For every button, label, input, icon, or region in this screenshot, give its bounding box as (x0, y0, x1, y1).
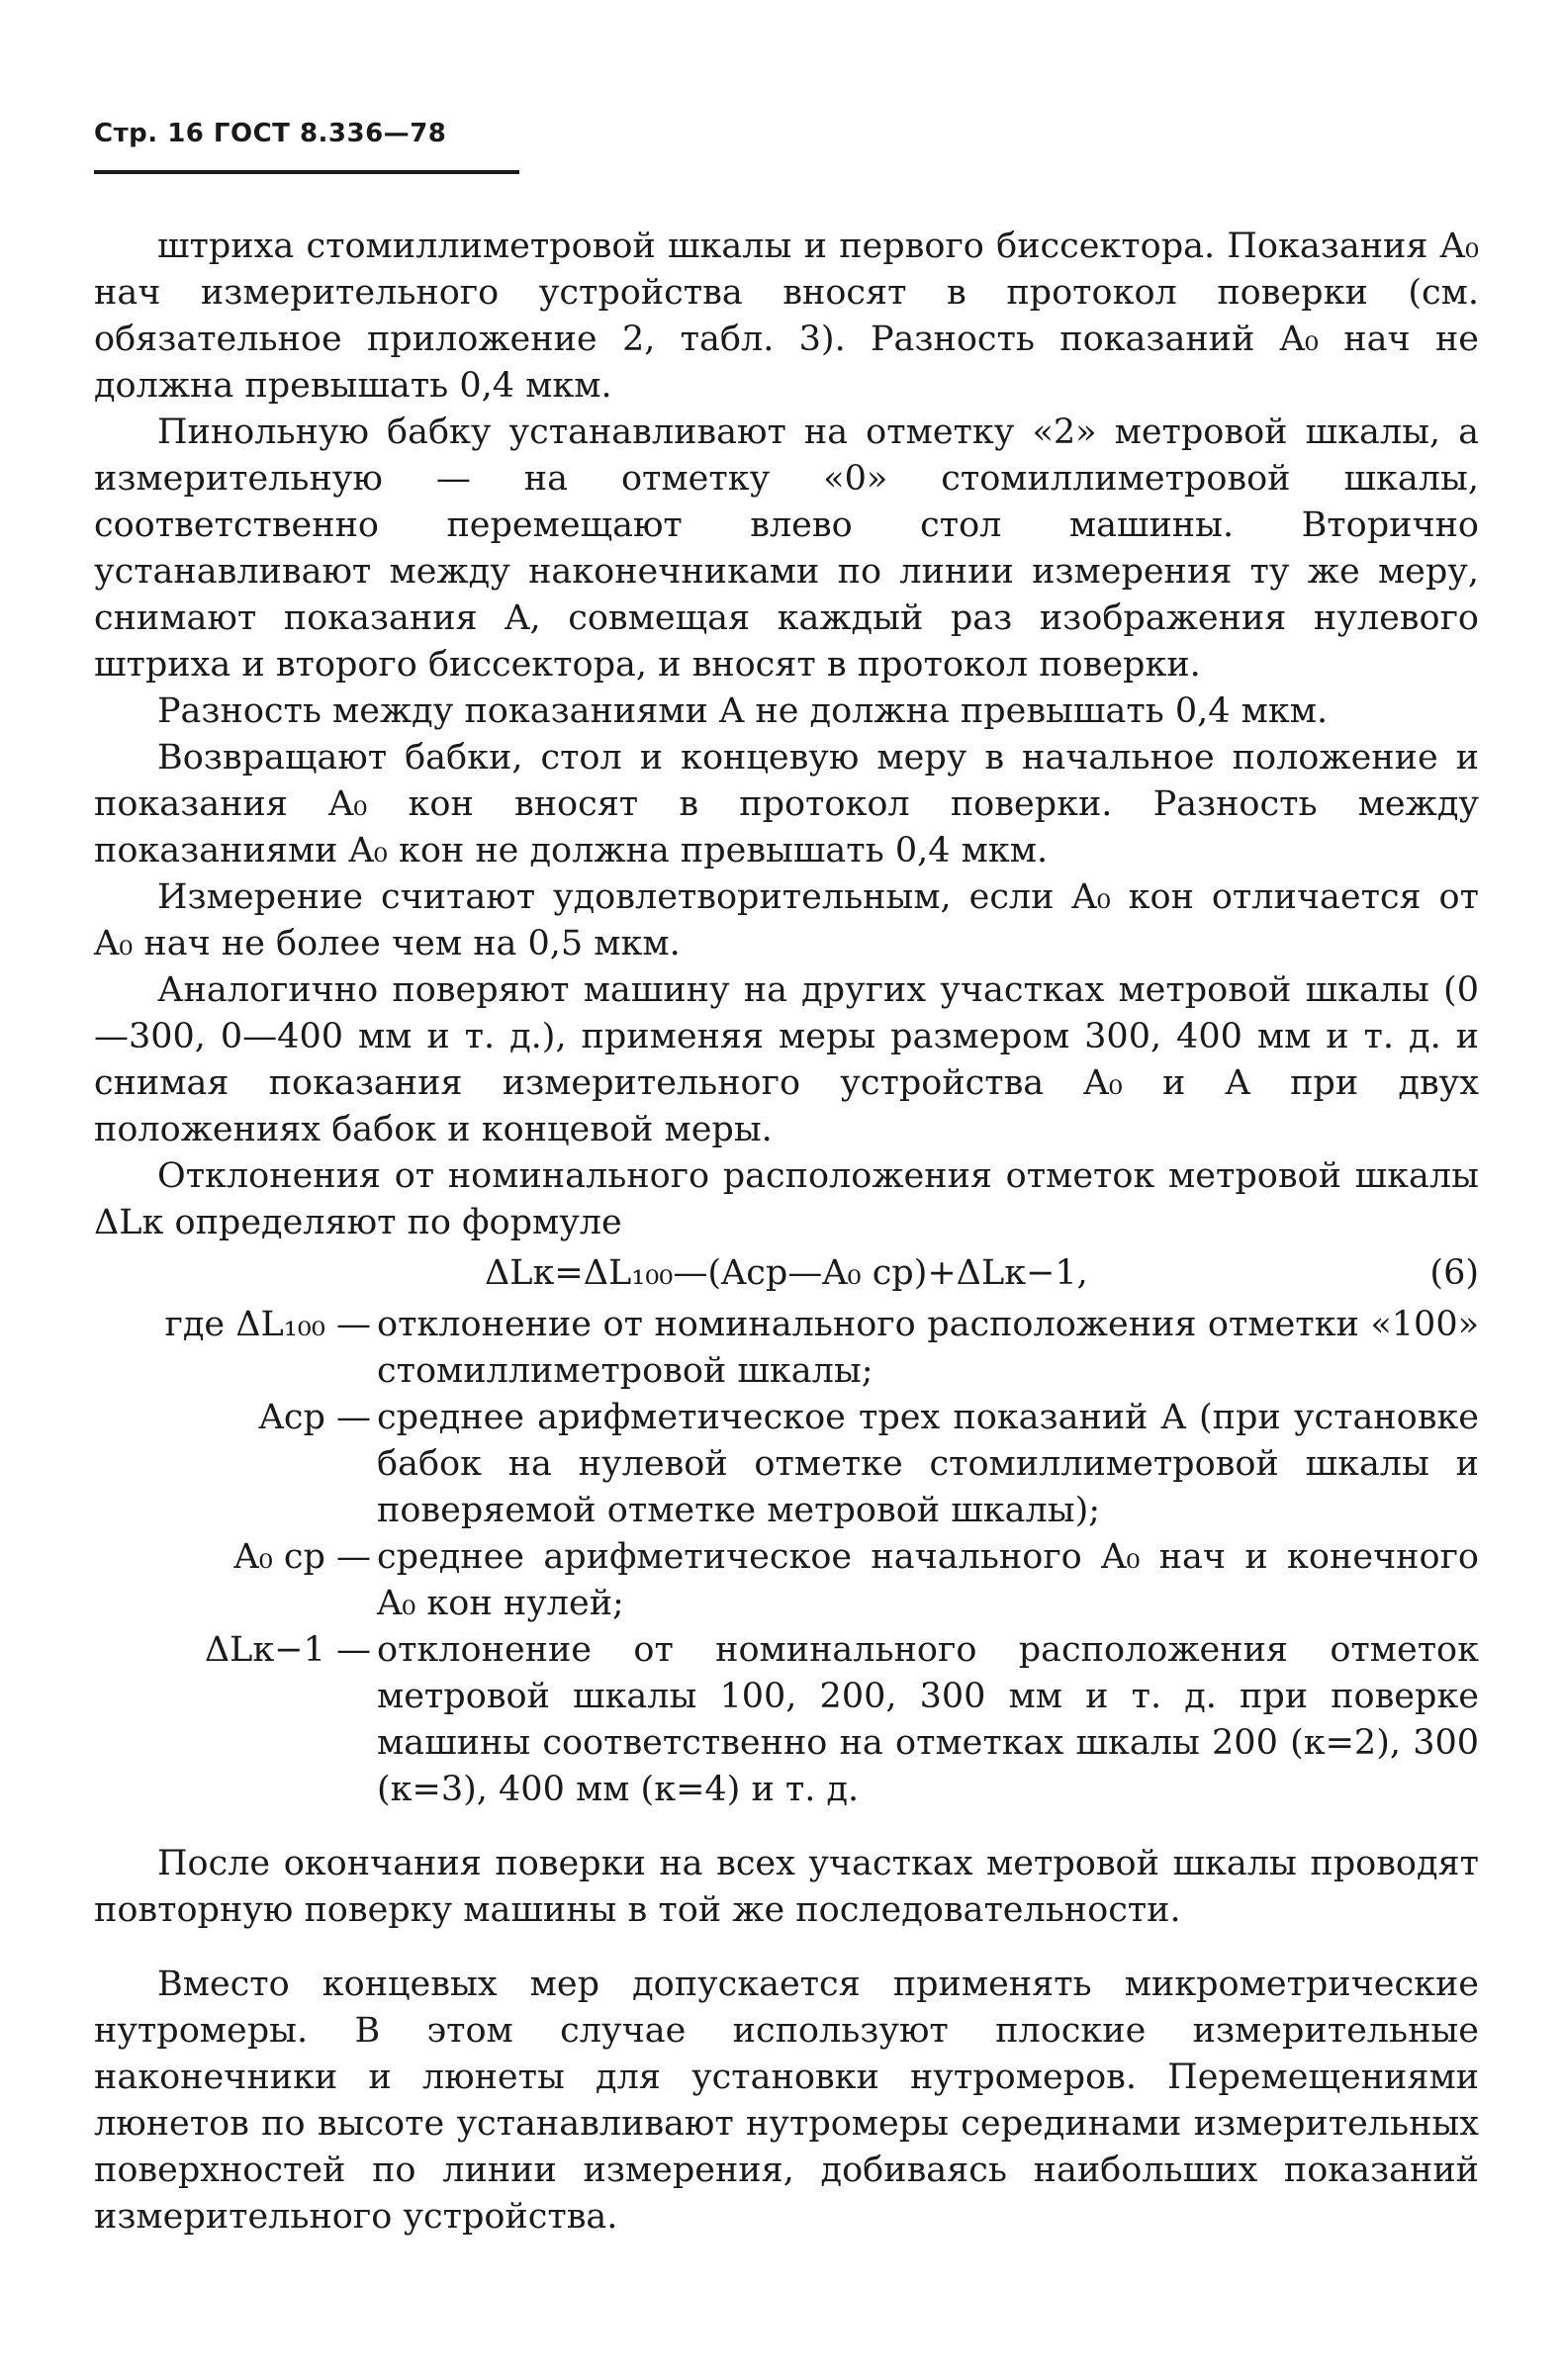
definition-desc: среднее арифметическое трех показаний A (при установке бабок на нулевой отметке стомиллиметровой шкалы и поверяемой отметке метровой шкалы); (377, 1398, 1479, 1530)
formula-number: (6) (1429, 1253, 1479, 1293)
definition-term: Aср — (258, 1398, 371, 1437)
definition-desc: отклонение от номинального расположения отметок метровой шкалы 100, 200, 300 мм и т. д. при поверке машины соответственно на отметках шкалы 200 (к=2), 300 (к=3), 400 мм (к=4) и т. д. (377, 1630, 1479, 1809)
paragraph-9: Вместо концевых мер допускается применять микрометрические нутромеры. В этом случае используют плоские измерительные наконечники и люнеты для установки нутромеров. Перемещениями люнетов по высоте устанавливают нутромеры серединами измерительных поверхностей по линии измерения, добиваясь наибольших показаний измерительного устройства. (94, 1965, 1479, 2237)
paragraph-1: штриха стомиллиметровой шкалы и первого биссектора. Показания A₀ нач измерительного устройства вносят в протокол поверки (см. обязательное приложение 2, табл. 3). Разность показаний A₀ нач не должна превышать 0,4 мкм. (94, 227, 1479, 406)
definition-row (94, 1302, 1479, 1395)
running-head: Стр. 16 ГОСТ 8.336—78 (94, 119, 519, 174)
definition-desc: отклонение от номинального расположения отметки «100» стомиллиметровой шкалы; (377, 1305, 1479, 1391)
paragraph-6: Аналогично поверяют машину на других участках метровой шкалы (0—300, 0—400 мм и т. д.), применяя меры размером 300, 400 мм и т. д. и снимая показания измерительного устройства A₀ и A при двух положениях бабок и концевой меры. (94, 970, 1479, 1149)
paragraph-3: Разность между показаниями A не должна превышать 0,4 мкм. (157, 691, 1329, 731)
formula-expression: ΔLк=ΔL₁₀₀—(Aср—A₀ ср)+ΔLк−1, (485, 1253, 1088, 1293)
definitions-list (94, 1302, 1479, 1813)
paragraph-7: Отклонения от номинального расположения отметок метровой шкалы ΔLк определяют по формуле (94, 1156, 1479, 1242)
definition-row (94, 1534, 1479, 1627)
definition-row (94, 1395, 1479, 1534)
paragraph-4: Возвращают бабки, стол и концевую меру в начальное положение и показания A₀ кон вносят в протокол поверки. Разность между показаниями A₀ кон не должна превышать 0,4 мкм. (94, 738, 1479, 870)
body-text (94, 224, 1479, 2241)
document-page (94, 119, 1479, 2241)
definition-desc: среднее арифметическое начального A₀ нач и конечного A₀ кон нулей; (377, 1537, 1479, 1623)
definition-term: ΔLк−1 — (204, 1630, 371, 1670)
paragraph-5: Измерение считают удовлетворительным, если A₀ кон отличается от A₀ нач не более чем на 0,5 мкм. (94, 877, 1479, 963)
definition-term: A₀ ср — (233, 1537, 371, 1577)
definition-term: где ΔL₁₀₀ — (164, 1305, 371, 1344)
paragraph-8: После окончания поверки на всех участках метровой шкалы проводят повторную поверку машины в той же последовательности. (94, 1844, 1479, 1930)
formula-6 (94, 1250, 1479, 1298)
paragraph-2: Пинольную бабку устанавливают на отметку «2» метровой шкалы, а измерительную — на отметку «0» стомиллиметровой шкалы, соответственно перемещают влево стол машины. Вторично устанавливают между наконечниками по линии измерения ту же меру, снимают показания A, совмещая каждый раз изображения нулевого штриха и второго биссектора, и вносят в протокол поверки. (94, 412, 1479, 685)
definition-row (94, 1627, 1479, 1813)
